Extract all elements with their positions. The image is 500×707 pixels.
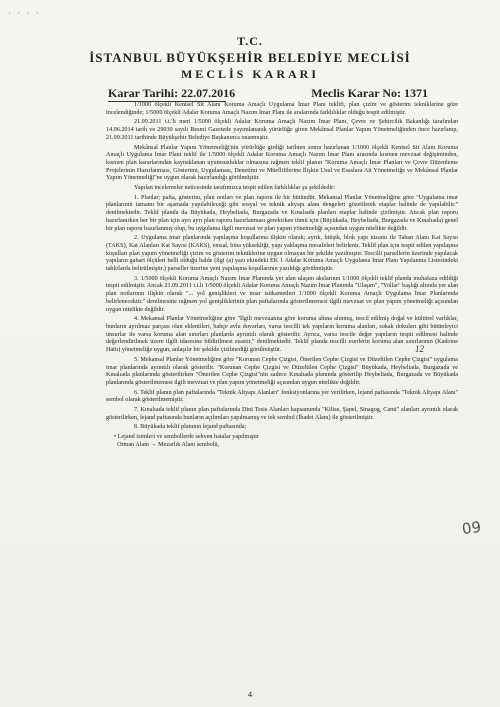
margin-annotation xyxy=(462,519,492,541)
paragraph-item-5: 5. Mekansal Planlar Yönetmeliğine göre "Korunan Cephe Çizgisi, Önerilen Cephe Çizgisi ve Düzeltilen Cephe Çizgisi" uygulama imar planlarında ayrıntılı olarak gösterilir. "Korunan Cephe Çizgisi ve Düzeltilen Cephe Çizgisi" Büyükada, Heybeliada, Burgazada ve Kınalıada planlarında gösterilirken "Önerilen Cephe Çizgisi"nin sadece Kınalıada planında gösterilip Heybeliada, Burgazada ve Büyükada planlarında gösterilmemesi ilgili mevzuat ve plan yapım yönetmeliği açısından uygun nitelikte değildir. xyxy=(106,356,458,386)
paragraph: 21.09.2011 t.t.'li meri 1/5000 ölçekli Adalar Koruma Amaçlı Nazım İmar Planı, Çevre ve Şehircilik Bakanlığı tarafından 14.06.2014 tarih ve 29030 sayılı Resmi Gazetede yayımlanarak yürürlüğe giren Mekânsal Planlar Yapım Yönetmeliğinden önce hazırlanıp, 21.09.2011 tarihinde Büyükşehir Belediye Başkanınca onanmıştır. xyxy=(106,119,458,141)
paragraph-item-4: 4. Mekansal Planlar Yönetmeliğine göre "İlgili mevzuatına göre koruma altına alınmış, tescil edilmiş doğal ve kültürel varlıklar, bunların ayrılmaz parçası olan eklentileri, bahçe avlu duvarları, varsa tescilli tek yapıların koruma alanları, sokak dokuları gibi bütünleyici unsurlar ile varsa koruma alan sınırları planlarda ayrıntılı olarak gösterilir. Ayrıca, varsa tescile değer yapıların tespit edilmesi halinde değerlendirilmek üzere ilgili idaresine bildirilmesi esastır." denilmektedir. Teklif planda tescilli eserlerin koruma alan sınırlarının (Kadome Hattı) yönetmeliğe uygun, anlaşılır bir şekilde çizilmediği görülmüştür. xyxy=(106,316,458,354)
bullet-text: Orman Alanı → Mezarlık Alanı sembolü, xyxy=(117,441,220,448)
paragraph: 1/1000 ölçekli Kentsel Sit Alanı Koruma Amaçlı Uygulama İmar Planı teklifi, plan çizim ve gösterim tekniklerine göre incelendiğinde; 1/5000 ölçekli Adalar Koruma Amaçlı Nazım İmar Planı ile aralarında farklılıklar olduğu tespit edilmiştir. xyxy=(106,102,458,116)
decision-meta xyxy=(108,86,428,101)
margin-mark: 09 xyxy=(460,517,483,539)
paragraph-item-6: 6. Teklif planın plan paftalarında "Teknik Altyapı Alanları" fonksiyonlarına yer verilirken, lejand paftasında "Teknik Altyapı Alanı" sembol olarak gösterilmemiştir. xyxy=(106,389,458,404)
paragraph-item-2: 2. Uygulama imar planlarında yapılaşma koşullarına ilişkin olarak; ayrık, bitişik, blok yapı nizamı ile Taban Alanı Kat Sayısı (TAKS), Kat Alanları Kat Sayısı (KAKS), emsal, bina yüksekliği, yapı yaklaşma mesafeleri belirlenir. Teklif plan için tespit edilen yapılaşma koşulları plan yapım yönetmeliği çizim ve gösterim tekniklerine uygun olmayan bir şekilde yazılmıştır. Tescilli parsellerin üzerinde yapılacak yapıların gabari ölçüleri belli olduğu halde (ilgi (a) yazı ekindeki EK 1 Adalar Koruma Amaçlı Uygulama İmar Planı Yapılanma Listesindeki tablolarda belirtilmiştir.) parseller üzerine yeni yapılaşma koşullarının yazıldığı görülmüştür. xyxy=(106,235,458,273)
paragraph-item-3: 3. 1/5000 ölçekli Koruma Amaçlı Nazım İmar Planında yer alan ulaşım akslarının 1/1000 ölçekli teklif planda muhafaza edildiği tespit edilmiştir. Ancak 21.09.2011 t.t.li 1/5000 ölçekli Adalar Koruma Amaçlı Nazım İmar Planında "Ulaşım", "Yollar" başlığı altında yer alan plan notlarının ilişkin olarak "... yol genişlikleri ve imar istikametleri 1/1000 ölçekli Koruma Amaçlı Uygulama İmar Planlarında belirlenecektir." denilmesine rağmen yol genişliklerinin plan paftalarında gösterilmemesi ilgili mevzuat ve plan yapım yönetmeliği açısından uygun nitelikte değildir. xyxy=(106,275,458,313)
paragraph: Mekânsal Planlar Yapım Yönetmeliği'nin yürürlüğe girdiği tarihten sonra hazırlanan 1/1000 ölçekli Kentsel Sit Alanı Koruma Amaçlı Uygulama İmar Planı teklif ile 1/5000 ölçekli Adalar Koruma Amaçlı Nazım İmar Planı arasında kısmen mevzuat değişiminden, kısmen plan kararlarından kaynaklanan uyumsuzluklar olmasına rağmen teklif planın "Koruma Amaçlı İmar Planları ve Çevre Düzenleme Projelerinin Hazırlanması, Gösterimi, Uygulaması, Denetimi ve Müellifilerine İlişkin Usul ve Esaslara Ait Yönetmeliğe ve Mekânsal Planlar Yapım Yönetmeliği"ne uygun olarak hazırlandığı görülmüştür. xyxy=(106,144,458,182)
bullet-text: Lejand isimleri ve sembollerde sehven hatalar yapılmıştır xyxy=(117,434,259,441)
bullet-item: • Lejand isimleri ve sembollerde sehven hatalar yapılmıştır xyxy=(114,434,259,441)
paragraph-item-8: 8. Büyükada teklif planının lejand paftasında; xyxy=(134,424,247,431)
document-body xyxy=(106,102,458,450)
header-tc: T.C. xyxy=(237,34,263,48)
bullet-item xyxy=(106,442,458,450)
corner-scribble: · · · · xyxy=(8,8,41,18)
paragraph-item-7: 7. Kınalıada teklif planın plan paftalarında Dini Tesis Alanları kapsamında "Kilise, Şapel, Sinagog, Cami" alanları ayrıntılı olarak gösterilirken, lejand paftasında bunların açılımları yapılmamış ve tek sembol (İbadet Alanı) ile gösterilmiştir. xyxy=(106,407,458,421)
handwritten-number: 12 xyxy=(415,344,424,354)
header-title: MECLİS KARARI xyxy=(180,67,319,81)
header-organization: İSTANBUL BÜYÜKŞEHİR BELEDİYE MECLİSİ xyxy=(89,50,411,65)
paragraph: Yapılan incelemeler neticesinde tarafımızca tespit edilen farklılıklar şu şekildedir: xyxy=(134,185,335,192)
page-number: 4 xyxy=(248,690,252,699)
decision-date: Karar Tarihi: 22.07.2016 xyxy=(108,86,236,100)
paragraph-item-1: 1. Planlar; pafta, gösterim, plan notları ve plan raporu ile bir bütündür. Mekansal Planlar Yönetmeliğine göre "Uygulama imar planlarının tamamı bir aşamada yapılabileceği gibi sosyal ve teknik altyapı alanı dengeleri gözetilerek etaplar halinde de yapılabilir." denilmektedir. Teklif planda da Büyükada, Heybeliada, Burgazada ve Kınalıada planları etaplar halinde çizilmiştir. Ancak plan raporu hazırlanırken her bir plan için ayrı ayrı plan raporu hazırlanması gerekirken tümü için (Büyükada, Heybeliada, Burgazada ve Kınalıada) genel bir plan raporu hazırlanmış olup, bu uygulama ilgili mevzuat ve plan yapım yönetmeliği açısından uygun nitelikte değildir. xyxy=(106,194,458,232)
decision-number: Meclis Karar No: 1371 xyxy=(311,86,428,100)
